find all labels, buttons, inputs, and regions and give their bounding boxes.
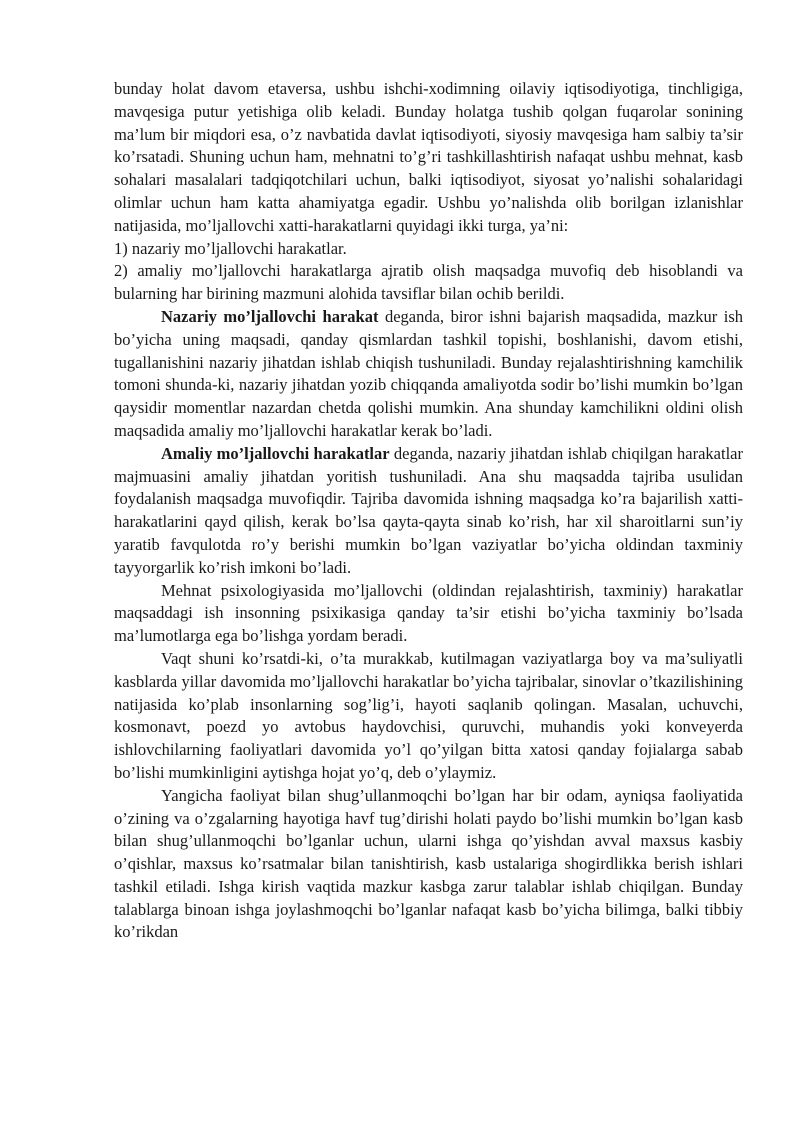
paragraph-experience: Vaqt shuni ko’rsatdi-ki, o’ta murakkab, kutilmagan vaziyatlarga boy va ma’suliyatli kasblarda yillar davomida mo’ljallovchi harakatlar bo’yicha tajribalar, sinovlar o’tkazilishining natijasida ko’plab insonlarning sog’lig’i, hayoti saqlanib qolingan. Masalan, uchuvchi, kosmonavt, poezd yo avtobus haydovchisi, quruvchi, muhandis yoki konveyerda ishlovchilarning faoliyatlari davomida yo’l qo’yilgan bitta xatosi qanday fojialarga sabab bo’lishi mumkinligini aytishga hojat yo’q, deb o’ylaymiz.	[114, 648, 743, 782]
paragraph-intro: bunday holat davom etaversa, ushbu ishchi-xodimning oilaviy iqtisodiyotiga, tinchligiga, mavqesiga putur yetishiga olib keladi. Bunday holatga tushib qolgan fuqarolar sonining ma’lum bir miqdori esa, o’z navbatida davlat iqtisodiyoti, siyosiy mavqesiga ham salbiy ta’sir ko’rsatadi. Shuning uchun ham, mehnatni to’g’ri tashkillashtirish nafaqat ushbu mehnat, kasb sohalari masalalari tadqiqotchilari uchun, balki iqtisodiyot, siyosat yo’nalishi sohalaridagi olimlar uchun ham katta ahamiyatga egadir. Ushbu yo’nalishda olib borilgan izlanishlar natijasida, mo’ljallovchi xatti-harakatlarni quyidagi ikki turga, ya’ni:	[114, 79, 743, 235]
list-item-practical: 2) amaliy mo’ljallovchi harakatlarga ajratib olish maqsadga muvofiq deb hisoblandi va bularning har birining mazmuni alohida tavsiflar bilan ochib berildi.	[114, 261, 743, 304]
definition-theoretical-text: deganda, biror ishni bajarish maqsadida, mazkur ish bo’yicha uning maqsadi, qanday qismlardan tashkil topishi, boshlanishi, davom etishi, tugallanishini nazariy jihatdan ishlab chiqish tushuniladi. Bunday rejalashtirishning kamchilik tomoni shunda-ki, nazariy jihatdan yozib chiqqanda amaliyotda sodir bo’lishi mumkin bo’lgan qaysidir momentlar nazardan chetda qolishi mumkin. Ana shunday kamchilikni oldini olish maqsadida amaliy mo’ljallovchi harakatlar kerak bo’ladi.	[114, 306, 744, 440]
paragraph-theoretical-definition	[114, 306, 743, 443]
paragraph-psychology: Mehnat psixologiyasida mo’ljallovchi (oldindan rejalashtirish, taxminiy) harakatlar maqsaddagi ish insonning psixikasiga qanday ta’sir etishi bo’yicha taxminiy bo’lsada ma’lumotlarga ega bo’lishga yordam beradi.	[114, 580, 743, 646]
term-theoretical: Nazariy mo’ljallovchi harakat	[161, 306, 379, 326]
definition-practical-text: deganda, nazariy jihatdan ishlab chiqilgan harakatlar majmuasini amaliy jihatdan yoritish tushuniladi. Ana shu maqsadda tajriba usulidan foydalanish maqsadga muvofiqdir. Tajriba davomida ishning maqsadga ko’ra bajarilish xatti-harakatlarini qayd qilish, kerak bo’lsa qayta-qayta sinab ko’rish, har xil sharoitlarni sun’iy yaratib favqulotda ro’y berishi mumkin bo’lgan vaziyatlar bo’yicha oldindan taxminiy tayyorgarlik ko’rish imkoni bo’ladi.	[114, 443, 743, 577]
paragraph-new-activity: Yangicha faoliyat bilan shug’ullanmoqchi bo’lgan har bir odam, ayniqsa faoliyatida o’zining va o’zgalarning hayotiga havf tug’dirishi holati paydo bo’lishi mumkin bo’lgan kasb bilan shug’ullanmoqchi bo’lganlar uchun, ularni ishga qo’yishdan avval maxsus kasbiy o’qishlar, maxsus ko’rsatmalar bilan tanishtirish, kasb ustalariga shogirdlikka berish ishlari tashkil etiladi. Ishga kirish vaqtida mazkur kasbga zarur talablar ishlab chiqilgan. Bunday talablarga binoan ishga joylashmoqchi bo’lganlar nafaqat kasb bo’yicha bilimga, balki tibbiy ko’rikdan	[114, 785, 743, 942]
paragraph-practical-definition	[114, 443, 743, 580]
list-item-theoretical: 1) nazariy mo’ljallovchi harakatlar.	[114, 238, 347, 258]
term-practical: Amaliy mo’ljallovchi harakatlar	[161, 443, 390, 463]
